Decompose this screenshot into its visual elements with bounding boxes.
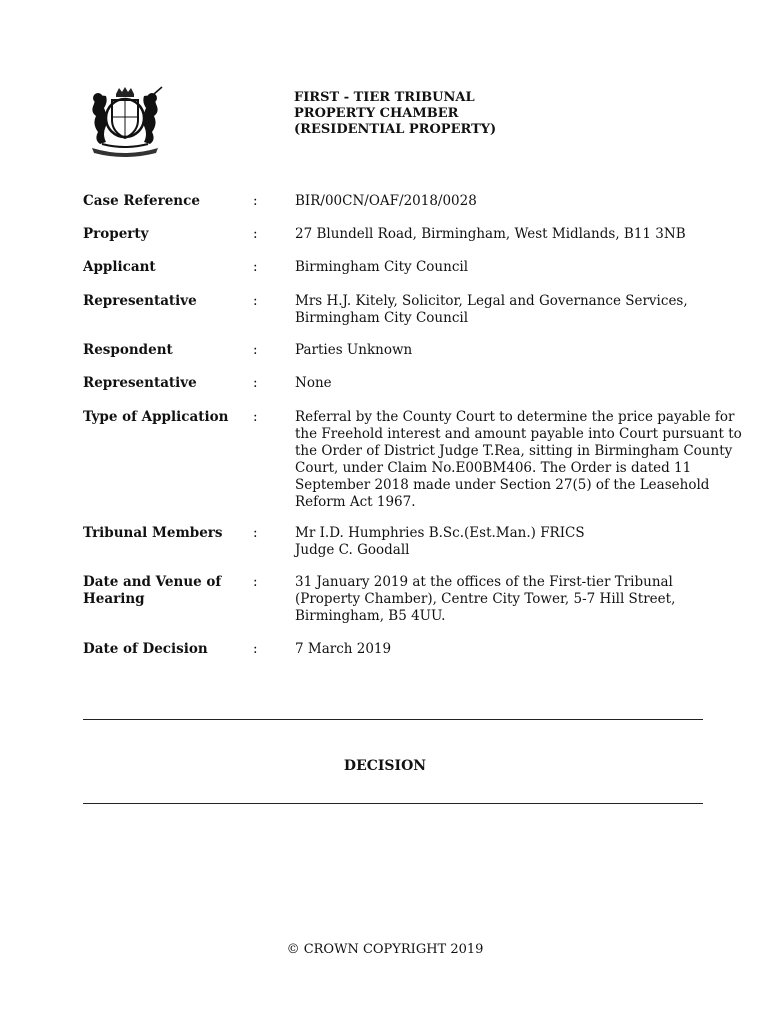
row-value	[295, 409, 742, 511]
tribunal-heading	[294, 90, 496, 138]
row-label	[83, 574, 243, 608]
divider-bottom	[83, 803, 703, 804]
value-line: Mrs H.J. Kitely, Solicitor, Legal and Governance Services,	[295, 293, 688, 309]
row-label: Respondent	[83, 342, 173, 358]
row-colon: :	[253, 375, 258, 391]
royal-coat-of-arms-icon	[82, 86, 168, 158]
value-line: September 2018 made under Section 27(5) of the Leasehold	[295, 477, 710, 493]
value-line: Parties Unknown	[295, 342, 413, 358]
label-line: Hearing	[83, 591, 145, 607]
row-colon: :	[253, 409, 258, 425]
heading-line-2: PROPERTY CHAMBER	[294, 106, 459, 121]
row-value	[295, 574, 710, 625]
value-line: Mr I.D. Humphries B.Sc.(Est.Man.) FRICS	[295, 525, 585, 541]
row-colon: :	[253, 641, 258, 657]
row-colon: :	[253, 226, 258, 242]
label-line: Date and Venue of	[83, 574, 222, 590]
row-colon: :	[253, 193, 258, 209]
row-colon: :	[253, 259, 258, 275]
value-line: Judge C. Goodall	[295, 542, 410, 558]
row-value	[295, 193, 710, 210]
value-line: Court, under Claim No.E00BM406. The Order is dated 11	[295, 460, 692, 476]
row-value	[295, 259, 710, 276]
row-colon: :	[253, 574, 258, 590]
value-line: 7 March 2019	[295, 641, 392, 657]
row-value	[295, 342, 710, 359]
row-colon: :	[253, 525, 258, 541]
value-line: Reform Act 1967.	[295, 494, 416, 510]
row-label: Date of Decision	[83, 641, 208, 657]
value-line: 31 January 2019 at the offices of the First-tier Tribunal	[295, 574, 673, 590]
value-line: None	[295, 375, 332, 391]
row-value	[295, 293, 710, 327]
value-line: BIR/00CN/OAF/2018/0028	[295, 193, 477, 209]
heading-line-1: FIRST - TIER TRIBUNAL	[294, 90, 475, 105]
row-label: Type of Application	[83, 409, 229, 425]
value-line: Referral by the County Court to determine the price payable for	[295, 409, 735, 425]
row-colon: :	[253, 342, 258, 358]
value-line: the Freehold interest and amount payable into Court pursuant to	[295, 426, 742, 442]
value-line: (Property Chamber), Centre City Tower, 5-7 Hill Street,	[295, 591, 676, 607]
row-label: Tribunal Members	[83, 525, 223, 541]
divider-top	[83, 719, 703, 720]
row-value	[295, 641, 710, 658]
row-colon: :	[253, 293, 258, 309]
value-line: Birmingham City Council	[295, 259, 469, 275]
row-label: Representative	[83, 375, 197, 391]
heading-line-3: (RESIDENTIAL PROPERTY)	[294, 122, 497, 137]
value-line: 27 Blundell Road, Birmingham, West Midlands, B11 3NB	[295, 226, 686, 242]
value-line: Birmingham City Council	[295, 310, 469, 326]
value-line: Birmingham, B5 4UU.	[295, 608, 446, 624]
copyright-footer: © CROWN COPYRIGHT 2019	[286, 942, 484, 957]
row-value	[295, 525, 710, 559]
row-label: Representative	[83, 293, 197, 309]
value-line: the Order of District Judge T.Rea, sitting in Birmingham County	[295, 443, 733, 459]
row-label: Property	[83, 226, 149, 242]
row-value	[295, 226, 710, 243]
decision-title: DECISION	[343, 758, 427, 774]
row-label: Applicant	[83, 259, 156, 275]
row-value	[295, 375, 710, 392]
row-label: Case Reference	[83, 193, 200, 209]
